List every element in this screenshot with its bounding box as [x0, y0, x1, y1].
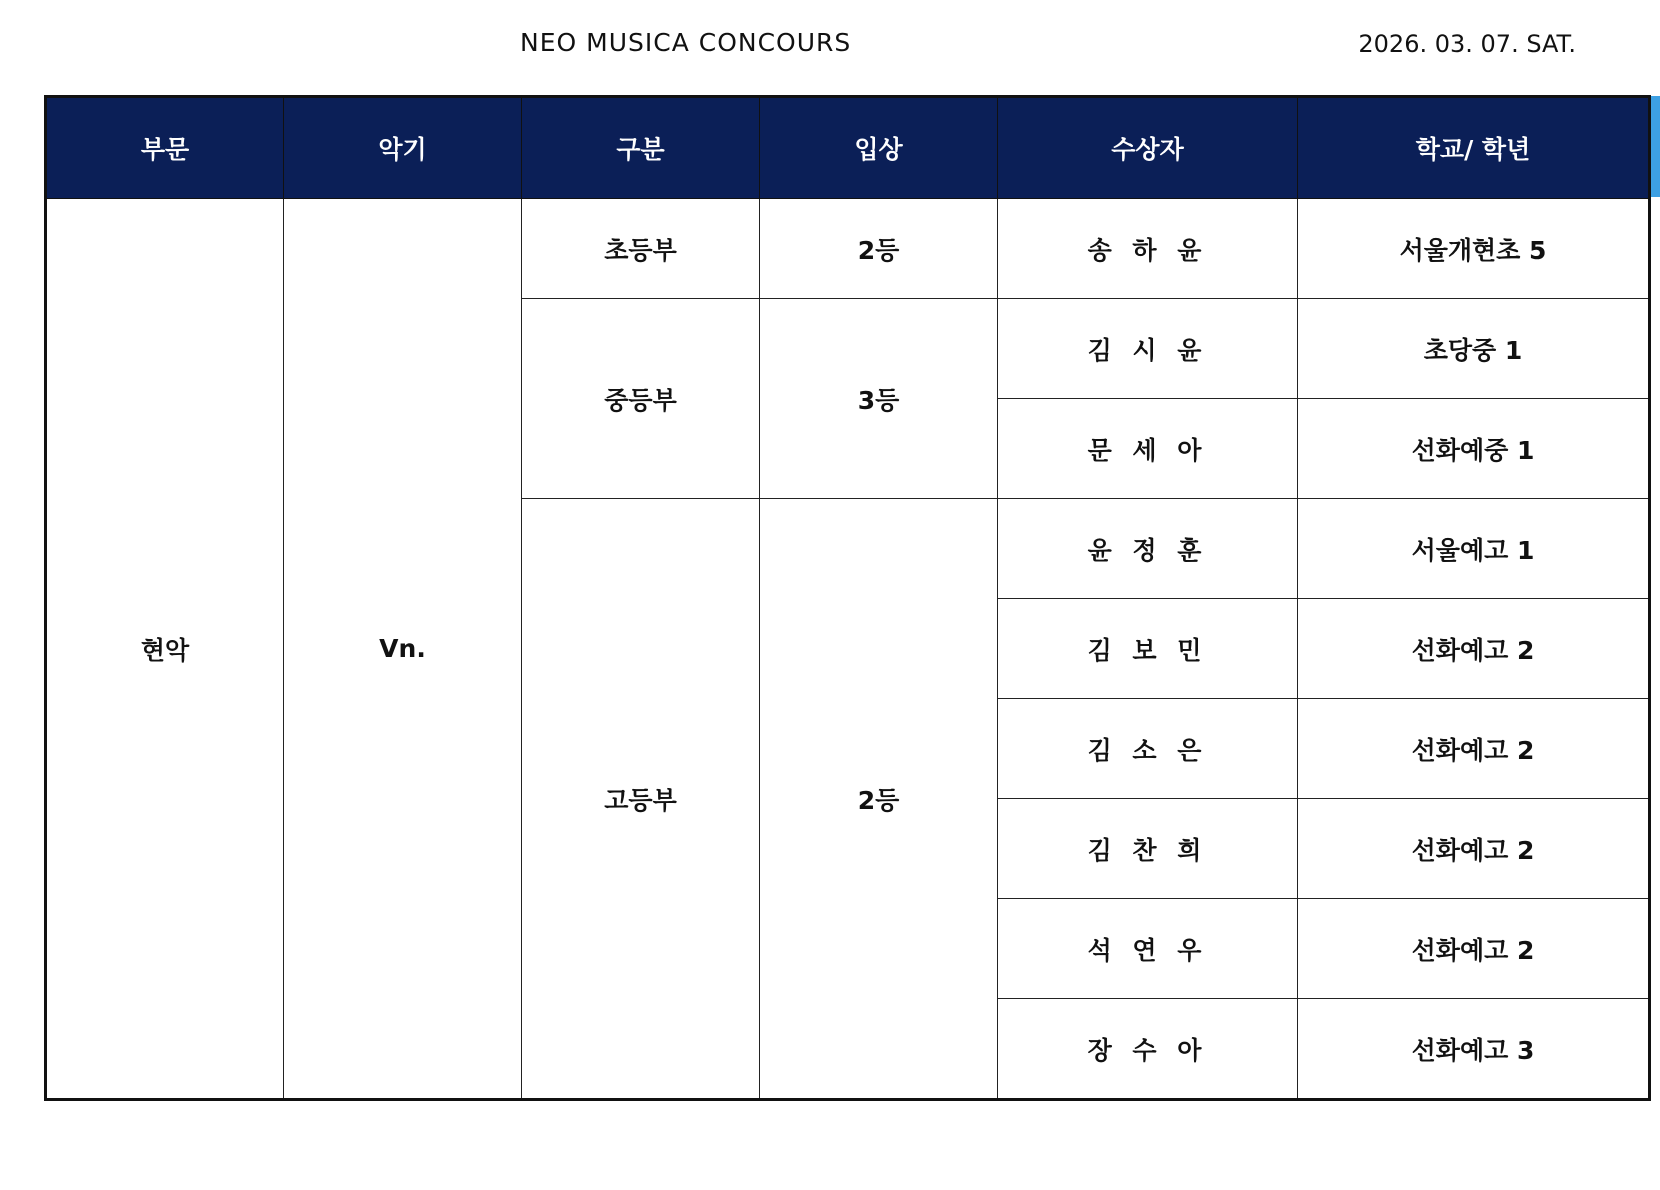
school-cell: 초당중 1: [1298, 299, 1650, 399]
school-cell: 선화예고 2: [1298, 599, 1650, 699]
prize-cell: 2등: [760, 199, 998, 299]
school-cell: 선화예고 2: [1298, 699, 1650, 799]
prize-cell: 2등: [760, 499, 998, 1100]
winner-name-cell: 윤 정 훈: [998, 499, 1298, 599]
winner-name-cell: 김 소 은: [998, 699, 1298, 799]
winner-name-cell: 석 연 우: [998, 899, 1298, 999]
division-cell: 중등부: [522, 299, 760, 499]
accent-bar: [1651, 96, 1660, 197]
prize-cell: 3등: [760, 299, 998, 499]
table-row: [46, 199, 1650, 299]
table-header-row: [46, 97, 1650, 199]
winner-name-cell: 문 세 아: [998, 399, 1298, 499]
column-header-winner: 수상자: [998, 97, 1298, 199]
winner-name-cell: 김 시 윤: [998, 299, 1298, 399]
winner-name-cell: 김 찬 희: [998, 799, 1298, 899]
school-cell: 서울개현초 5: [1298, 199, 1650, 299]
column-header-instrument: 악기: [284, 97, 522, 199]
section-cell: 현악: [46, 199, 284, 1100]
column-header-division: 구분: [522, 97, 760, 199]
column-header-prize: 입상: [760, 97, 998, 199]
school-cell: 선화예중 1: [1298, 399, 1650, 499]
results-table: [44, 95, 1651, 1101]
column-header-school: 학교/ 학년: [1298, 97, 1650, 199]
division-cell: 고등부: [522, 499, 760, 1100]
school-cell: 서울예고 1: [1298, 499, 1650, 599]
winner-name-cell: 장 수 아: [998, 999, 1298, 1100]
instrument-cell: Vn.: [284, 199, 522, 1100]
winner-name-cell: 송 하 윤: [998, 199, 1298, 299]
document-date: 2026. 03. 07. SAT.: [1358, 30, 1576, 58]
winner-name-cell: 김 보 민: [998, 599, 1298, 699]
school-cell: 선화예고 2: [1298, 899, 1650, 999]
school-cell: 선화예고 2: [1298, 799, 1650, 899]
column-header-section: 부문: [46, 97, 284, 199]
document-title: NEO MUSICA CONCOURS: [520, 28, 852, 57]
division-cell: 초등부: [522, 199, 760, 299]
school-cell: 선화예고 3: [1298, 999, 1650, 1100]
